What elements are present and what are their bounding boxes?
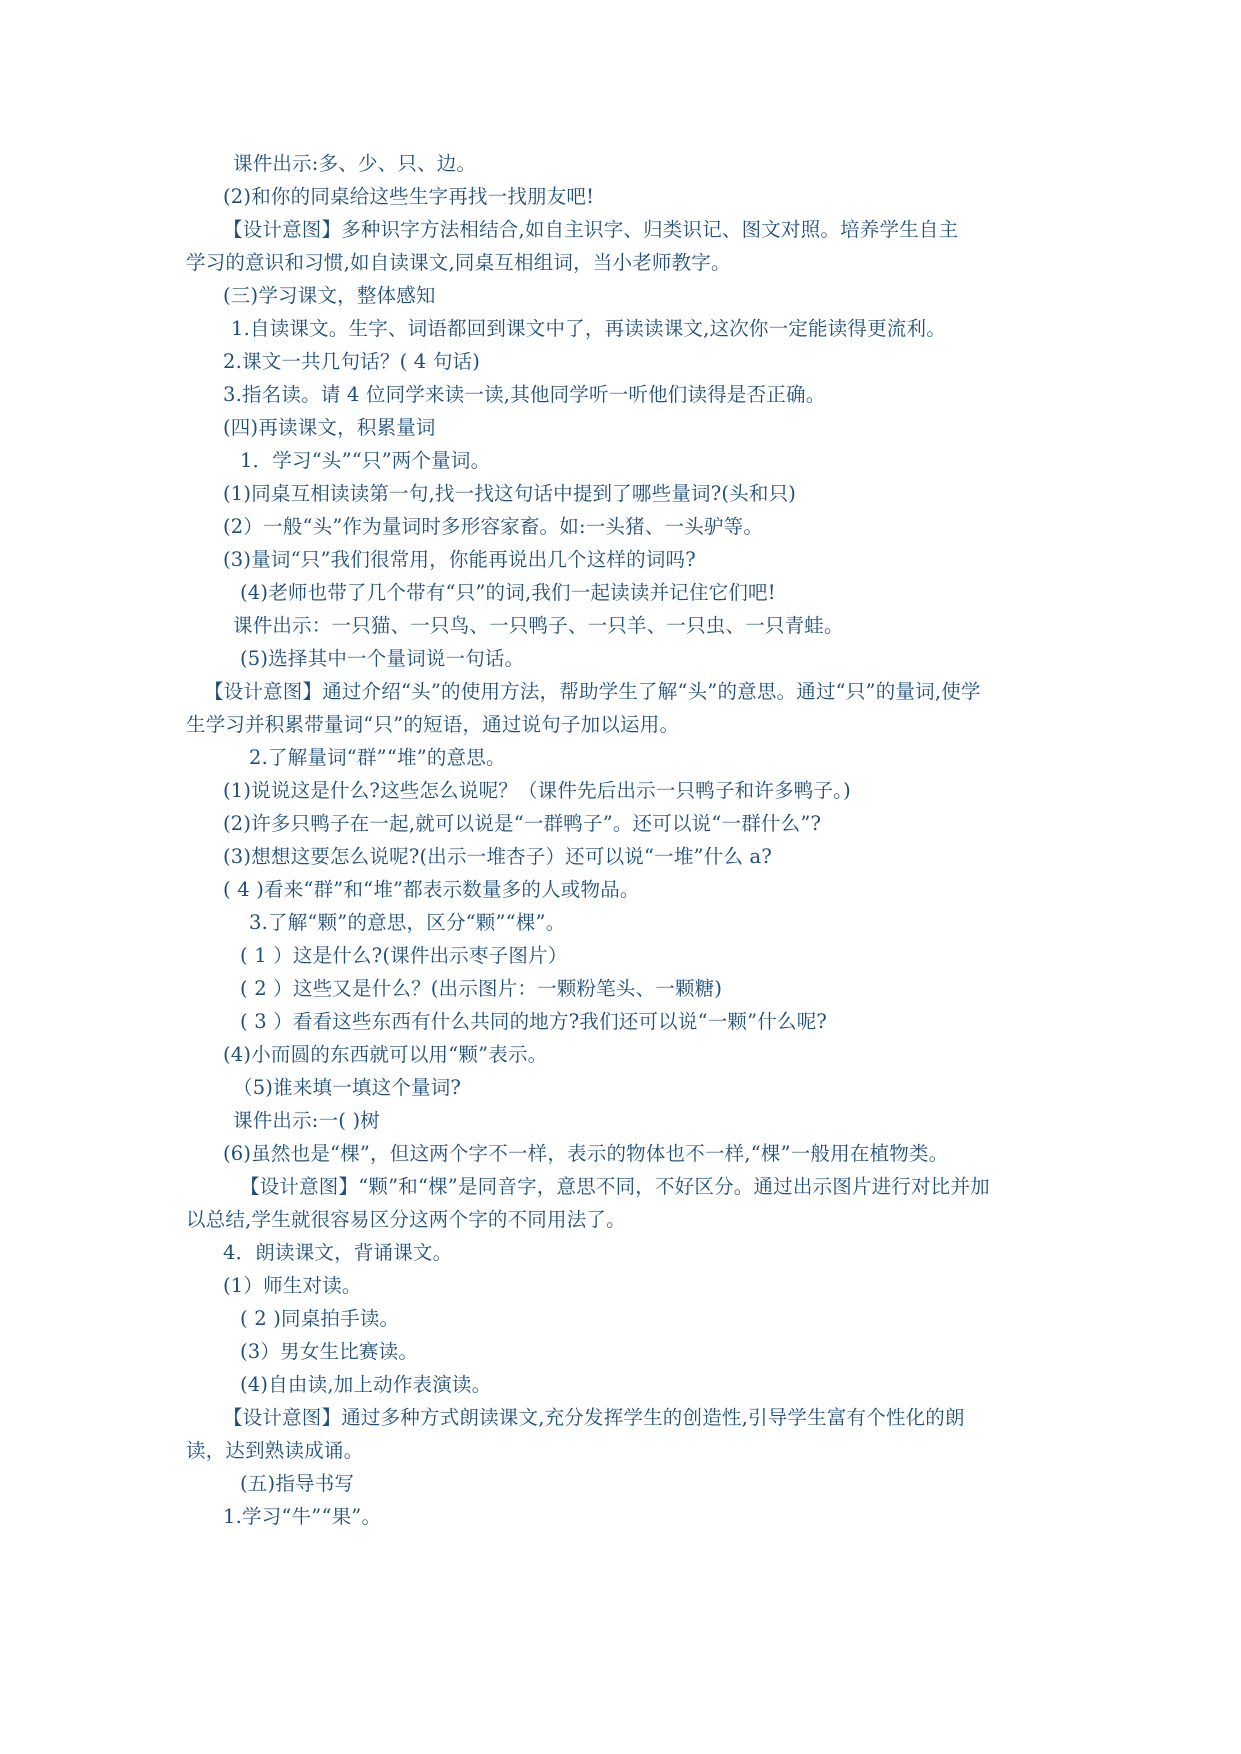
text-line: (3）男女生比赛读。 [240,1340,419,1363]
text-line: (2）一般“头”作为量词时多形容家畜。如:一头猪、一头驴等。 [223,515,764,538]
design-intent-line: 【设计意图】多种识字方法相结合,如自主识字、归类识记、图文对照。培养学生自主 [223,218,959,241]
text-line: 课件出示：一只猫、一只鸟、一只鸭子、一只羊、一只虫、一只青蛙。 [233,614,844,637]
text-line: (4)小而圆的东西就可以用“颗”表示。 [223,1043,548,1066]
text-line: 4．朗读课文，背诵课文。 [223,1241,453,1264]
text-line: 1.学习“牛”“果”。 [223,1505,382,1528]
section-heading: (三)学习课文，整体感知 [223,284,436,307]
text-line: (6)虽然也是“棵”，但这两个字不一样，表示的物体也不一样,“棵”一般用在植物类。 [223,1142,949,1165]
text-line: (4)自由读,加上动作表演读。 [240,1373,492,1396]
text-line: (5)选择其中一个量词说一句话。 [240,647,525,670]
text-line: ( 2 )同桌拍手读。 [240,1307,400,1330]
text-line: 2.课文一共几句话？( 4 句话) [223,350,481,373]
design-intent-line: 【设计意图】“颗”和“棵”是同音字，意思不同，不好区分。通过出示图片进行对比并加 [240,1175,990,1198]
text-line: (3)量词“只”我们很常用，你能再说出几个这样的词吗? [223,548,696,571]
design-intent-line: 【设计意图】通过多种方式朗读课文,充分发挥学生的创造性,引导学生富有个性化的朗 [223,1406,965,1429]
section-heading: (五)指导书写 [240,1472,355,1495]
text-line: ( 3 ）看看这些东西有什么共同的地方?我们还可以说“一颗”什么呢? [240,1010,828,1033]
text-line: (1)同桌互相读读第一句,找一找这句话中提到了哪些量词?(头和只) [223,482,797,505]
text-line: (3)想想这要怎么说呢?(出示一堆杏子）还可以说“一堆”什么 a? [223,845,773,868]
text-line: 3.指名读。请 4 位同学来读一读,其他同学听一听他们读得是否正确。 [223,383,826,406]
text-line: 3.了解“颗”的意思，区分“颗”“棵”。 [249,911,566,934]
text-line: 课件出示:一( )树 [233,1109,380,1132]
design-intent-line: 【设计意图】通过介绍“头”的使用方法，帮助学生了解“头”的意思。通过“只”的量词,使学 [204,680,981,703]
section-heading: (四)再读课文，积累量词 [223,416,436,439]
text-line: (1）师生对读。 [223,1274,362,1297]
text-line: (1)说说这是什么?这些怎么说呢？（课件先后出示一只鸭子和许多鸭子。) [223,779,851,802]
text-line: ( 2 ）这些又是什么？(出示图片：一颗粉笔头、一颗糖) [240,977,723,1000]
text-line: 1．学习“头”“只”两个量词。 [240,449,491,472]
text-line: (4)老师也带了几个带有“只”的词,我们一起读读并记住它们吧! [240,581,776,604]
text-line: （5)谁来填一填这个量词? [233,1076,462,1099]
text-line: 1.自读课文。生字、词语都回到课文中了，再读读课文,这次你一定能读得更流利。 [231,317,946,340]
text-line: 以总结,学生就很容易区分这两个字的不同用法了。 [186,1208,626,1231]
text-line: 课件出示:多、少、只、边。 [233,152,477,175]
text-line: 学习的意识和习惯,如自读课文,同桌互相组词，当小老师教字。 [186,251,731,274]
text-line: ( 4 )看来“群”和“堆”都表示数量多的人或物品。 [223,878,640,901]
text-line: 读，达到熟读成诵。 [186,1439,364,1462]
text-line: 2.了解量词“群”“堆”的意思。 [249,746,506,769]
text-line: ( 1 ）这是什么?(课件出示枣子图片） [240,944,568,967]
text-line: 生学习并积累带量词“只”的短语，通过说句子加以运用。 [186,713,680,736]
text-line: (2)许多只鸭子在一起,就可以说是“一群鸭子”。还可以说“一群什么”? [223,812,822,835]
text-line: (2)和你的同桌给这些生字再找一找朋友吧! [223,185,595,208]
